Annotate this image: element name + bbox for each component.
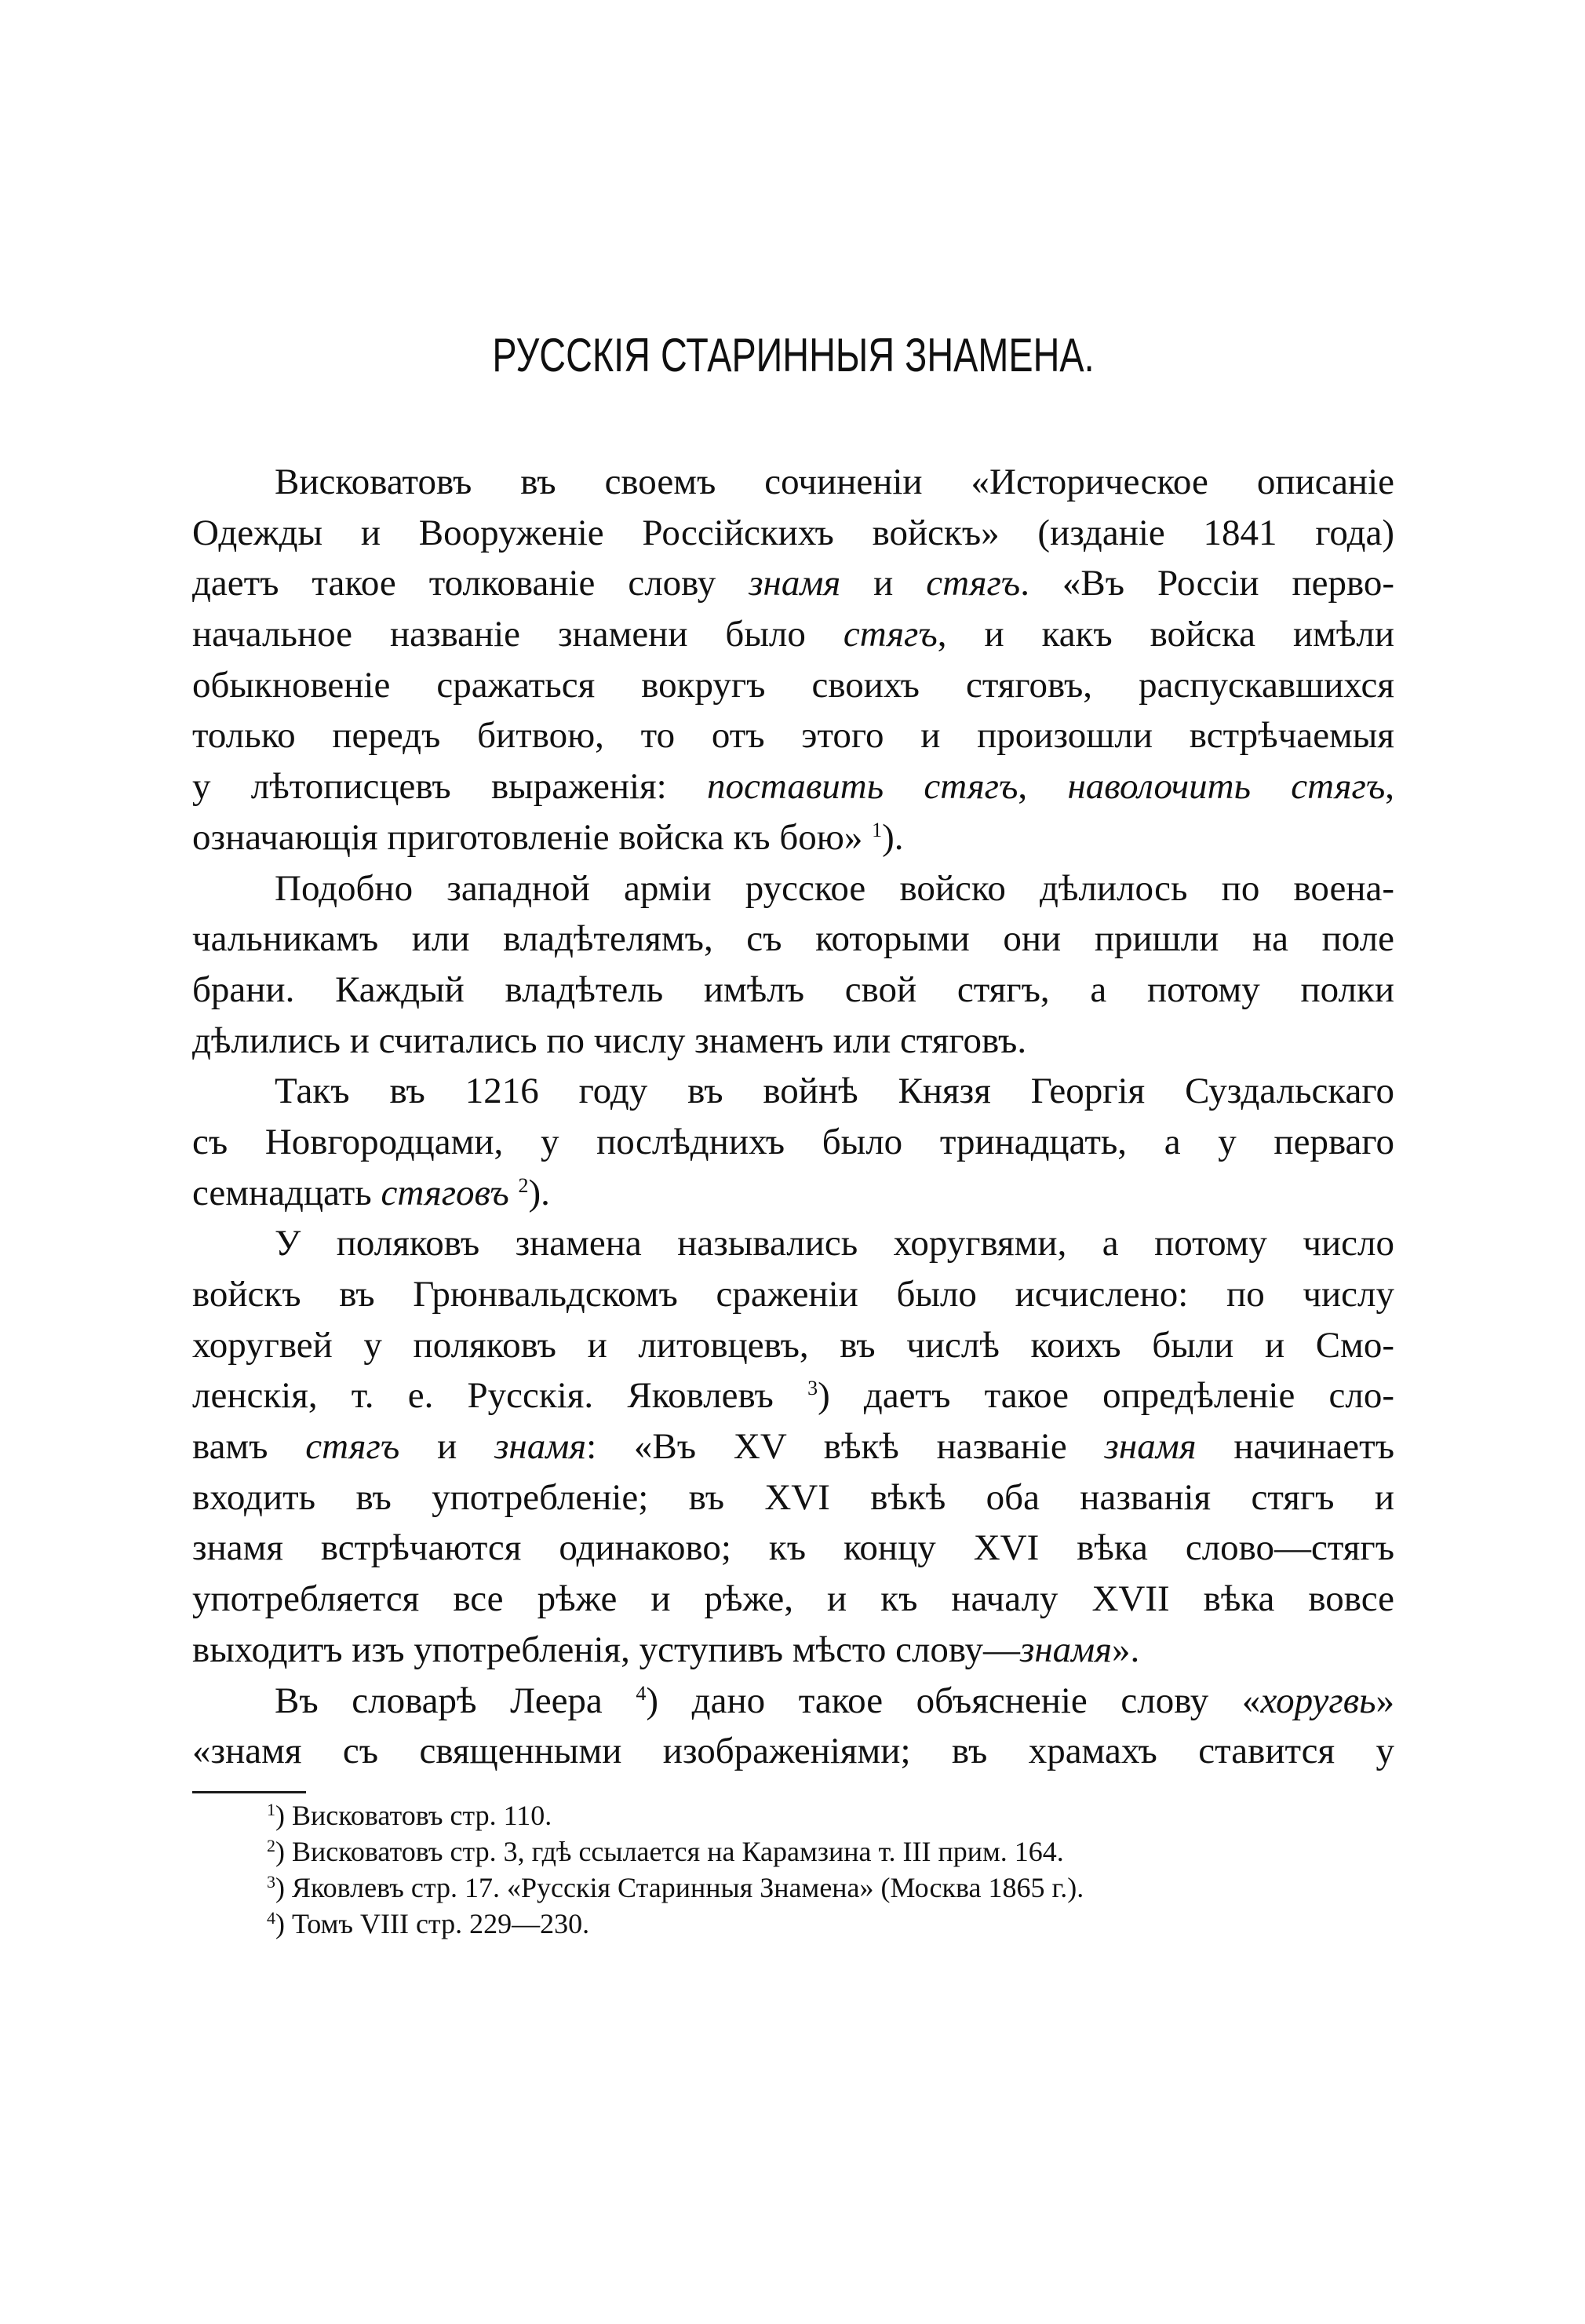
text-line: вамъ стягъ и знамя: «Въ XV вѣкѣ названіе знамя начинаетъ (192, 1426, 1395, 1468)
paragraph-1 (192, 457, 1394, 863)
footnote-mark: 4 (267, 1908, 275, 1928)
text-line: Одежды и Вооруженіе Россійскихъ войскъ» (изданіе 1841 года) (192, 512, 1394, 553)
text-line: Такъ въ 1216 году въ войнѣ Князя Георгія Суздальскаго (275, 1071, 1394, 1112)
text-line: чальникамъ или владѣтелямъ, съ которыми они пришли на поле (192, 918, 1394, 960)
paragraph-5 (192, 1676, 1394, 1777)
footnote-1: $^1$) Висковатовъ стр. 110. (267, 1800, 552, 1831)
footnote-ref-4[interactable]: 4 (636, 1681, 647, 1705)
italic-term: знамя (1020, 1629, 1112, 1670)
italic-term: хоругвь (1260, 1680, 1376, 1721)
text-line: хоругвей у поляковъ и литовцевъ, въ числѣ коихъ были и Смо- (192, 1324, 1394, 1366)
text-line: только передъ битвою, то отъ этого и произошли встрѣчаемыя (192, 715, 1394, 757)
italic-term: поставить стягъ (707, 766, 1018, 808)
italic-term: стягъ (305, 1426, 400, 1468)
italic-term: наволочить стягъ (1067, 766, 1386, 808)
text-line: ленскія, т. е. Русскія. Яковлевъ $^3$) даетъ такое опредѣленіе сло- (192, 1375, 1394, 1417)
text-line: дѣлились и считались по числу знаменъ или стяговъ. (192, 1020, 1027, 1061)
paragraph-4 (192, 1218, 1394, 1675)
text-line: начальное названіе знамени было стягъ, и какъ войска имѣли (192, 614, 1394, 655)
footnote-4: $^4$) Томъ VIII стр. 229—230. (267, 1908, 590, 1939)
paragraph-3 (192, 1066, 1394, 1218)
footnote-mark: 3 (267, 1872, 275, 1892)
text-line: Въ словарѣ Леера $^4$) дано такое объясненіе слову «хоругвь» (275, 1680, 1394, 1721)
italic-term: стягъ (843, 614, 938, 655)
italic-term: знамя (1104, 1426, 1197, 1468)
footnote-3: $^3$) Яковлевъ стр. 17. «Русскія Старинныя Знамена» (Москва 1865 г.). (267, 1872, 1084, 1903)
text-line: знамя встрѣчаются одинаково; къ концу XVI вѣка слово—стягъ (192, 1527, 1394, 1569)
footnote-divider (192, 1791, 306, 1793)
text-line: брани. Каждый владѣтель имѣлъ свой стягъ, а потому полки (192, 969, 1394, 1010)
italic-term: стягъ (926, 563, 1021, 604)
text-line: выходитъ изъ употребленія, уступивъ мѣсто слову—знамя». (192, 1629, 1140, 1670)
footnotes (267, 1797, 1397, 1942)
text-line: войскъ въ Грюнвальдскомъ сраженіи было исчислено: по числу (192, 1274, 1394, 1315)
text-line: семнадцать стяговъ $^2$). (192, 1172, 550, 1213)
italic-term: знамя (749, 563, 841, 604)
footnote-ref-2[interactable]: 2 (518, 1173, 529, 1197)
footnote-2: $^2$) Висковатовъ стр. 3, гдѣ ссылается на Карамзина т. III прим. 164. (267, 1836, 1064, 1867)
page-title: РУССКІЯ СТАРИННЫЯ ЗНАМЕНА. (492, 329, 1095, 381)
italic-term: стяговъ (381, 1172, 509, 1213)
text-line: употребляется все рѣже и рѣже, и къ началу XVII вѣка вовсе (192, 1578, 1394, 1620)
footnote-ref-3[interactable]: 3 (807, 1377, 818, 1400)
text-line: Висковатовъ въ своемъ сочиненіи «Историческое описаніе (275, 462, 1394, 502)
text-line: входить въ употребленіе; въ XVI вѣкѣ оба названія стягъ и (192, 1476, 1394, 1518)
footnote-mark: 2 (267, 1836, 275, 1855)
text-line: означающія приготовленіе войска къ бою» $^1$). (192, 816, 904, 858)
text-line: «знамя съ священными изображеніями; въ храмахъ ставится у (192, 1731, 1394, 1772)
text-line: У поляковъ знамена назывались хоругвями, а потому число (275, 1223, 1394, 1264)
paragraph-2 (192, 863, 1394, 1067)
text-line: съ Новгородцами, у послѣднихъ было тринадцать, а у перваго (192, 1121, 1394, 1162)
italic-term: знамя (494, 1426, 587, 1468)
text-line: у лѣтописцевъ выраженія: поставить стягъ, наволочить стягъ, (192, 766, 1394, 808)
footnote-mark: 1 (267, 1800, 275, 1819)
text-line: обыкновеніе сражаться вокругъ своихъ стяговъ, распускавшихся (192, 664, 1394, 706)
text-line: даетъ такое толкованіе слову знамя и стягъ. «Въ Россіи перво- (192, 563, 1394, 604)
footnote-ref-1[interactable]: 1 (872, 818, 883, 841)
body-text (192, 457, 1394, 1777)
text-line: Подобно западной арміи русское войско дѣлилось по воена- (275, 867, 1394, 909)
